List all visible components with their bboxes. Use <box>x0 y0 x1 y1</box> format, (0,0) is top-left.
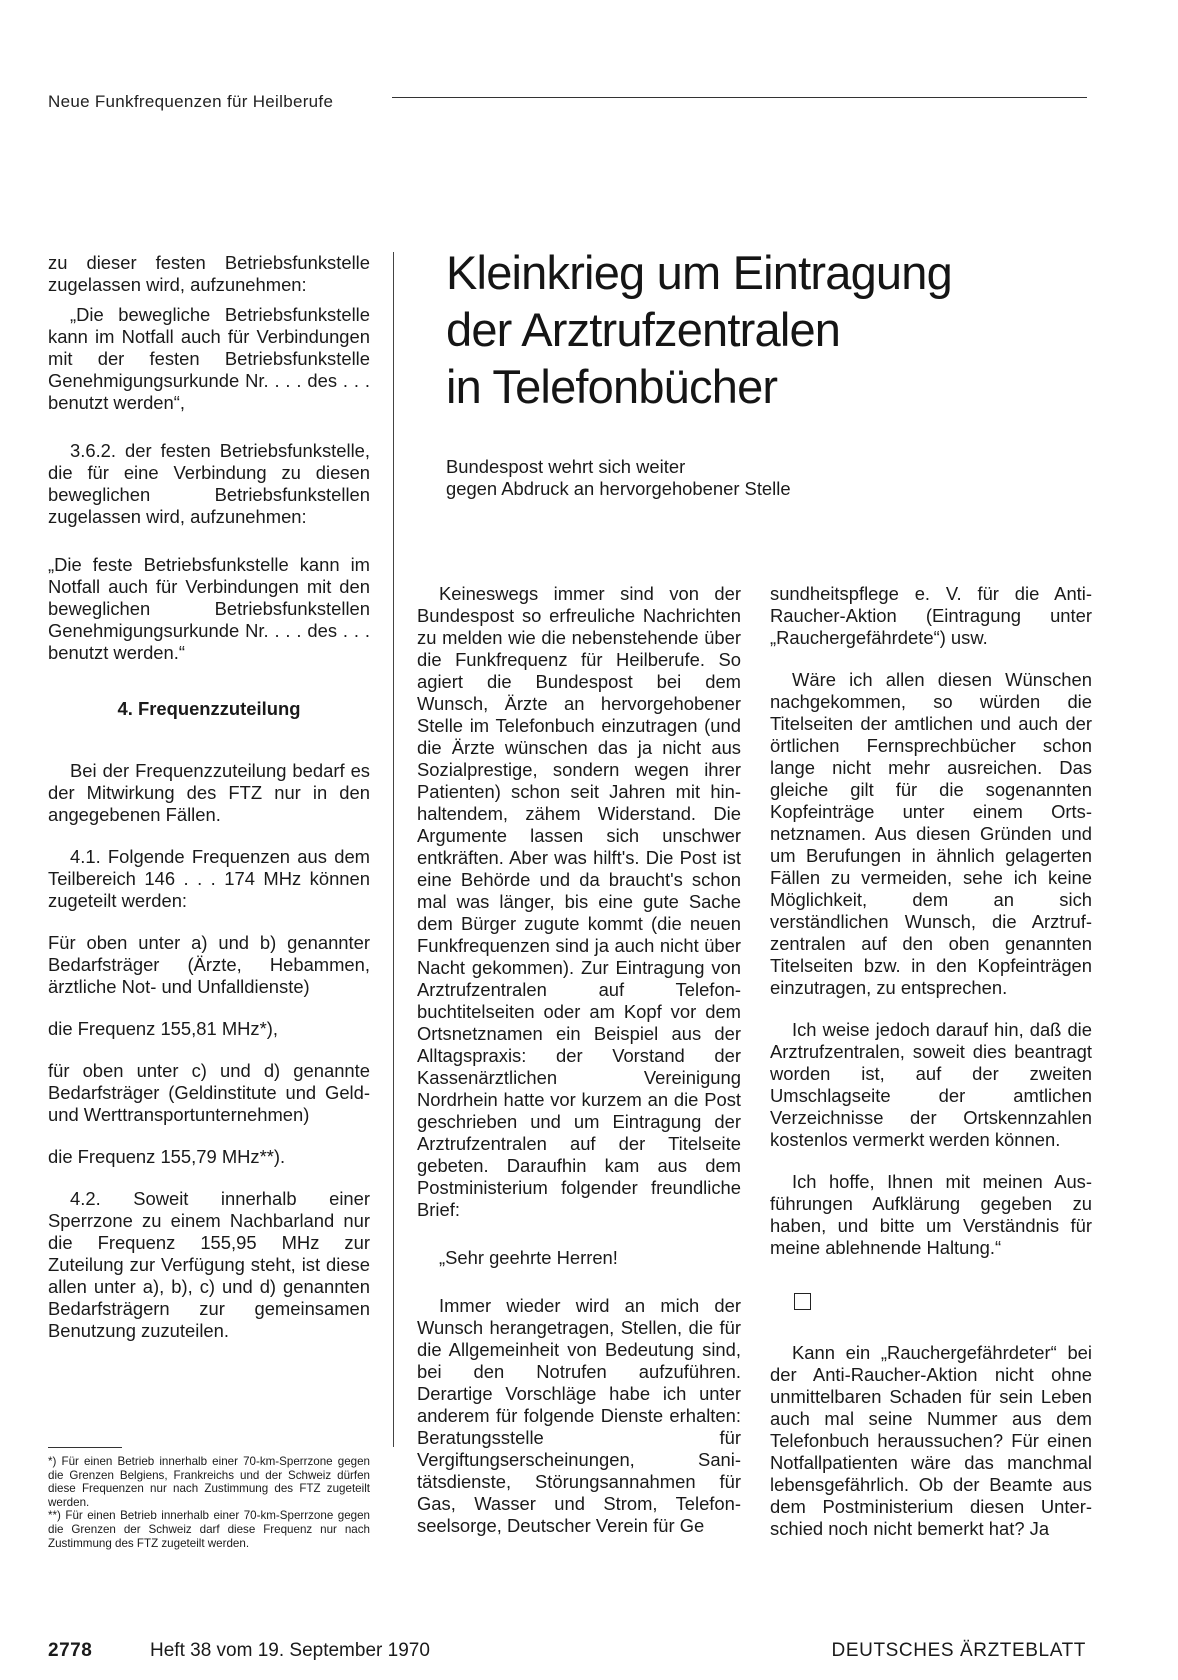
subhead-line-1: Bundespost wehrt sich weiter <box>446 456 686 477</box>
headline-line-2: der Arztrufzentralen <box>446 303 841 356</box>
middle-paragraph-2: „Sehr geehrte Herren! <box>439 1247 618 1268</box>
right-column <box>770 583 1092 1540</box>
footnote-rule <box>48 1447 122 1448</box>
left-paragraph-11: 4.2. Soweit innerhalb einer Sperrzone zu einem Nachbarland nur die Frequenz 155,95 MHz zur Zuteilung zur Verfügung steht, ist diese allen unter a), b), c) und d) genannten Bedarfsträgern zur gemeinsamen Benutzung zuzuteilen. <box>48 1188 370 1341</box>
left-paragraph-2: „Die bewegliche Betriebsfunkstelle kann im Notfall auch für Verbindungen mit der festen Betriebsfunkstelle Genehmigungsurkunde Nr. . . . des . . . benutzt werden“, <box>48 304 370 413</box>
running-head: Neue Funkfrequenzen für Heilberufe <box>48 92 334 111</box>
right-paragraph-4: Ich hoffe, Ihnen mit meinen Ausführungen Aufklärung gegeben zu haben, und bitte um Verständnis für meine ablehnende Haltung.“ <box>770 1171 1092 1258</box>
column-divider <box>393 252 394 1447</box>
right-paragraph-2: Wäre ich allen diesen Wünschen nachgekommen, so würden die Titelseiten der amtlichen und auch der örtlichen Fernsprechbücher schon lange nicht mehr ausreichen. Das gleiche gilt für die sogenannten Kopfeinträge unter einem Ortsnetznamen. Aus diesen Gründen und um Berufungen in ähnlich gelagerten Fällen zu vermeiden, sehe ich keine Möglichkeit, dem an sich verständlichen Wunsch, die Arztrufzentralen auf den oben genannten Titelseiten bzw. in den Kopfeinträgen einzutragen, zu entsprechen. <box>770 669 1092 998</box>
left-paragraph-10: die Frequenz 155,79 MHz**). <box>48 1146 286 1167</box>
left-paragraph-5: Bei der Frequenzzuteilung bedarf es der Mitwirkung des FTZ nur in den angegebenen Fällen. <box>48 760 370 825</box>
left-paragraph-9: für oben unter c) und d) genannte Bedarfsträger (Geldinstitute und Geld- und Werttransportunternehmen) <box>48 1060 370 1125</box>
footnote-2: **) Für einen Betrieb innerhalb einer 70-km-Sperrzone gegen die Grenzen der Schweiz darf diese Frequenz nur nach Zustimmung des FTZ zugeteilt werden. <box>48 1509 370 1550</box>
right-paragraph-1: sundheitspflege e. V. für die Anti-Raucher-Aktion (Eintragung unter „Rauchergefährdete“) usw. <box>770 583 1092 648</box>
article-headline <box>446 244 1086 415</box>
right-paragraph-5: Kann ein „Rauchergefährdeter“ bei der Anti-Raucher-Aktion nicht ohne unmittelbaren Schaden für sein Leben auch mal seine Nummer aus dem Telefonbuch heraussuchen? Für einen Notfallpatienten wäre das manchmal lebensgefährlich. Ob der Beamte aus dem Postministerium diesen Unterschied noch nicht bemerkt hat? Ja <box>770 1342 1092 1539</box>
left-paragraph-3: 3.6.2. der festen Betriebsfunkstelle, die für eine Verbindung zu diesen beweglichen Betriebsfunkstellen zugelassen wird, aufzunehmen: <box>48 440 370 527</box>
middle-paragraph-1: Keineswegs immer sind von der Bundespost so erfreuliche Nachrichten zu melden wie die nebenstehende über die Funkfrequenz für Heilberufe. So agiert die Bundespost bei dem Wunsch, Ärzte an hervorgehobener Stelle im Telefonbuch einzutragen (und die Ärzte wünschen das ja nicht aus Sozialprestige, sondern wegen ihrer Patienten) schon seit Jahren mit hinhaltendem, zähem Widerstand. Die Argumente lassen sich unschwer entkräften. Aber was hilft's. Die Post ist eine Behörde und da braucht's schon mal was länger, bis eine gute Sache dem Bürger zugute kommt (die neuen Funkfrequenzen sind ja auch nicht über Nacht gekommen). Zur Eintragung von Arztrufzentralen auf Telefonbuchtitelseiten oder am Kopf vor dem Ortsnetznamen ein Beispiel aus der Alltagspraxis: der Vorstand der Kassenärztlichen Vereinigung Nordrhein hatte vor kurzem an die Post geschrieben und um Eintragung der Arztrufzentralen auf der Titelseite gebeten. Daraufhin kam aus dem Postministerium folgender freundliche Brief: <box>417 583 741 1220</box>
section-heading: 4. Frequenzzuteilung <box>117 698 301 719</box>
left-paragraph-8: die Frequenz 155,81 MHz*), <box>48 1018 278 1039</box>
left-paragraph-7: Für oben unter a) und b) genannter Bedarfsträger (Ärzte, Hebammen, ärztliche Not- und Unfalldienste) <box>48 932 370 997</box>
headline-line-1: Kleinkrieg um Eintragung <box>446 246 952 299</box>
journal-name: DEUTSCHES ÄRZTEBLATT <box>831 1640 1086 1661</box>
header-rule <box>392 97 1087 98</box>
footnote-1: *) Für einen Betrieb innerhalb einer 70-km-Sperrzone gegen die Grenzen Belgiens, Frankreichs und der Schweiz dürfen diese Frequenzen nur nach Zustimmung des FTZ zugeteilt werden. <box>48 1455 370 1509</box>
article-subhead <box>446 456 946 500</box>
headline-line-3: in Telefonbücher <box>446 360 778 413</box>
right-paragraph-3: Ich weise jedoch darauf hin, daß die Arztrufzentralen, soweit dies beantragt worden ist, auf der zweiten Umschlagseite der amtlichen Verzeichnisse der Ortskennzahlen kostenlos vermerkt werden können. <box>770 1019 1092 1150</box>
left-paragraph-6: 4.1. Folgende Frequenzen aus dem Teilbereich 146 . . . 174 MHz können zugeteilt werden: <box>48 846 370 911</box>
footnotes <box>48 1455 370 1550</box>
end-of-article-box <box>794 1293 811 1310</box>
middle-column <box>417 583 741 1537</box>
left-paragraph-4: „Die feste Betriebsfunkstelle kann im Notfall auch für Verbindungen mit den beweglichen Betriebsfunkstellen Genehmigungsurkunde Nr. . . . des . . . benutzt werden.“ <box>48 554 370 663</box>
page-number: 2778 <box>48 1640 93 1661</box>
left-column <box>48 252 370 1342</box>
issue-info: Heft 38 vom 19. September 1970 <box>150 1640 430 1661</box>
left-paragraph-1: zu dieser festen Betriebsfunkstelle zugelassen wird, aufzunehmen: <box>48 252 370 295</box>
middle-paragraph-3: Immer wieder wird an mich der Wunsch herangetragen, Stellen, die für die Allgemeinheit von Bedeutung sind, bei den Notrufen aufzuführen. Derartige Vorschläge habe ich unter anderem für folgende Dienste erhalten: Beratungsstelle für Vergiftungserscheinungen, Sanitätsdienste, Störungsannahmen für Gas, Wasser und Strom, Telefonseelsorge, Deutscher Verein für Ge <box>417 1295 741 1536</box>
subhead-line-2: gegen Abdruck an hervorgehobener Stelle <box>446 478 791 499</box>
